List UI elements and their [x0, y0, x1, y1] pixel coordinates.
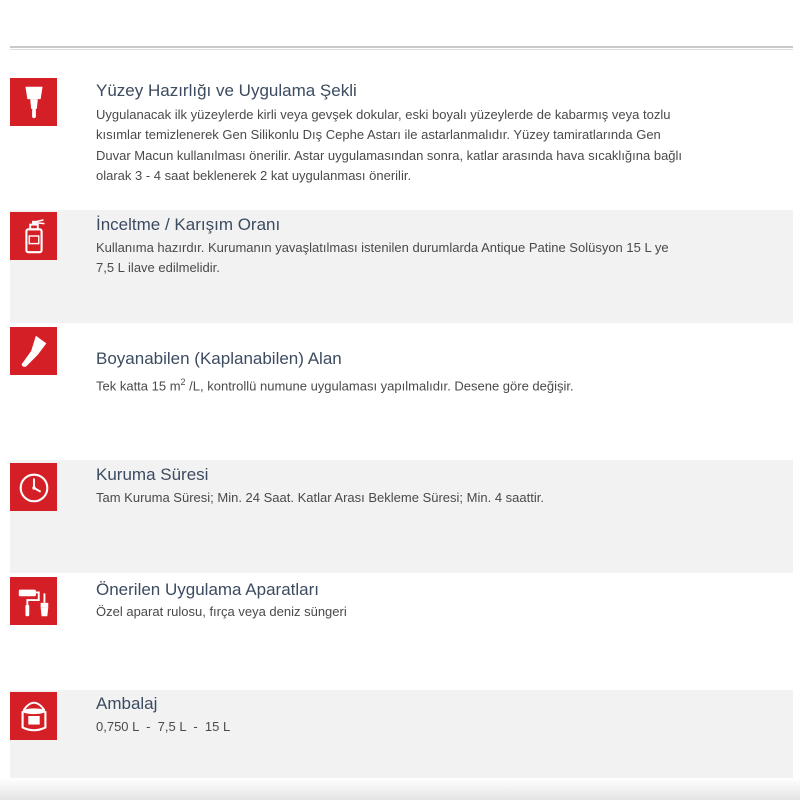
paint-bucket-icon [15, 697, 53, 735]
section-body [96, 238, 788, 279]
body-line: Özel aparat rulosu, fırça veya deniz süngeri [96, 604, 347, 619]
section-surface-preparation [10, 75, 793, 195]
body-line: Tam Kuruma Süresi; Min. 24 Saat. Katlar Arası Bekleme Süresi; Min. 4 saattir. [96, 490, 544, 505]
section-body [96, 717, 788, 737]
section-body [96, 488, 788, 508]
section-coverage-area [10, 323, 793, 446]
clock-icon [15, 468, 53, 506]
coverage-text-after: /L, kontrollü numune uygulaması yapılmalıdır. Desene göre değişir. [185, 378, 574, 394]
section-title: Önerilen Uygulama Aparatları [96, 580, 320, 599]
spray-can-icon [15, 217, 53, 255]
body-line: 7,5 L ilave edilmelidir. [96, 260, 220, 276]
body-line [96, 372, 788, 397]
body-line: 0,750 L - 7,5 L - 15 L [96, 719, 231, 734]
brush-icon [15, 332, 53, 370]
body-line: olarak 3 - 4 saat beklenerek 2 kat uygulanması önerilir. [96, 167, 412, 183]
section-thinning-ratio [10, 210, 793, 323]
spray-can-icon-box [10, 212, 57, 260]
bottom-fade [0, 778, 800, 800]
top-divider [10, 46, 793, 50]
roller-brush-icon-box [10, 577, 57, 625]
body-line: kısımlar temizlenerek Gen Silikonlu Dış Cephe Astarı ile astarlanmalıdır. Yüzey tamiratlarında Gen [96, 127, 661, 143]
clock-icon-box [10, 463, 57, 511]
body-line: Kullanıma hazırdır. Kurumanın yavaşlatılması istenilen durumlarda Antique Patine Solüsyon 15 L ye [96, 240, 669, 255]
section-body [96, 602, 788, 622]
body-line: Duvar Macun kullanılması önerilir. Astar uygulamasından sonra, katlar arasında hava sıcaklığına bağlı [96, 147, 683, 163]
section-body [96, 105, 788, 186]
section-title: İnceltme / Karışım Oranı [96, 215, 281, 234]
coverage-superscript: 2 [180, 377, 186, 387]
roller-brush-icon [15, 582, 53, 620]
body-line: Uygulanacak ilk yüzeylerde kirli veya gevşek dokular, eski boyalı yüzeylerde de kabarmış veya tozlu [96, 107, 671, 122]
section-title: Kuruma Süresi [96, 465, 209, 484]
coverage-text-before: Tek katta 15 m [96, 378, 181, 394]
section-drying-time [10, 460, 793, 573]
section-title: Boyanabilen (Kaplanabilen) Alan [96, 349, 342, 368]
paint-bucket-icon-box [10, 692, 57, 740]
section-title: Yüzey Hazırlığı ve Uygulama Şekli [96, 81, 357, 100]
brush-icon-box [10, 327, 57, 375]
section-title: Ambalaj [96, 694, 158, 713]
section-body [96, 372, 788, 397]
putty-knife-icon-box [10, 78, 57, 126]
putty-knife-icon [15, 83, 53, 121]
section-recommended-tools [10, 573, 793, 691]
